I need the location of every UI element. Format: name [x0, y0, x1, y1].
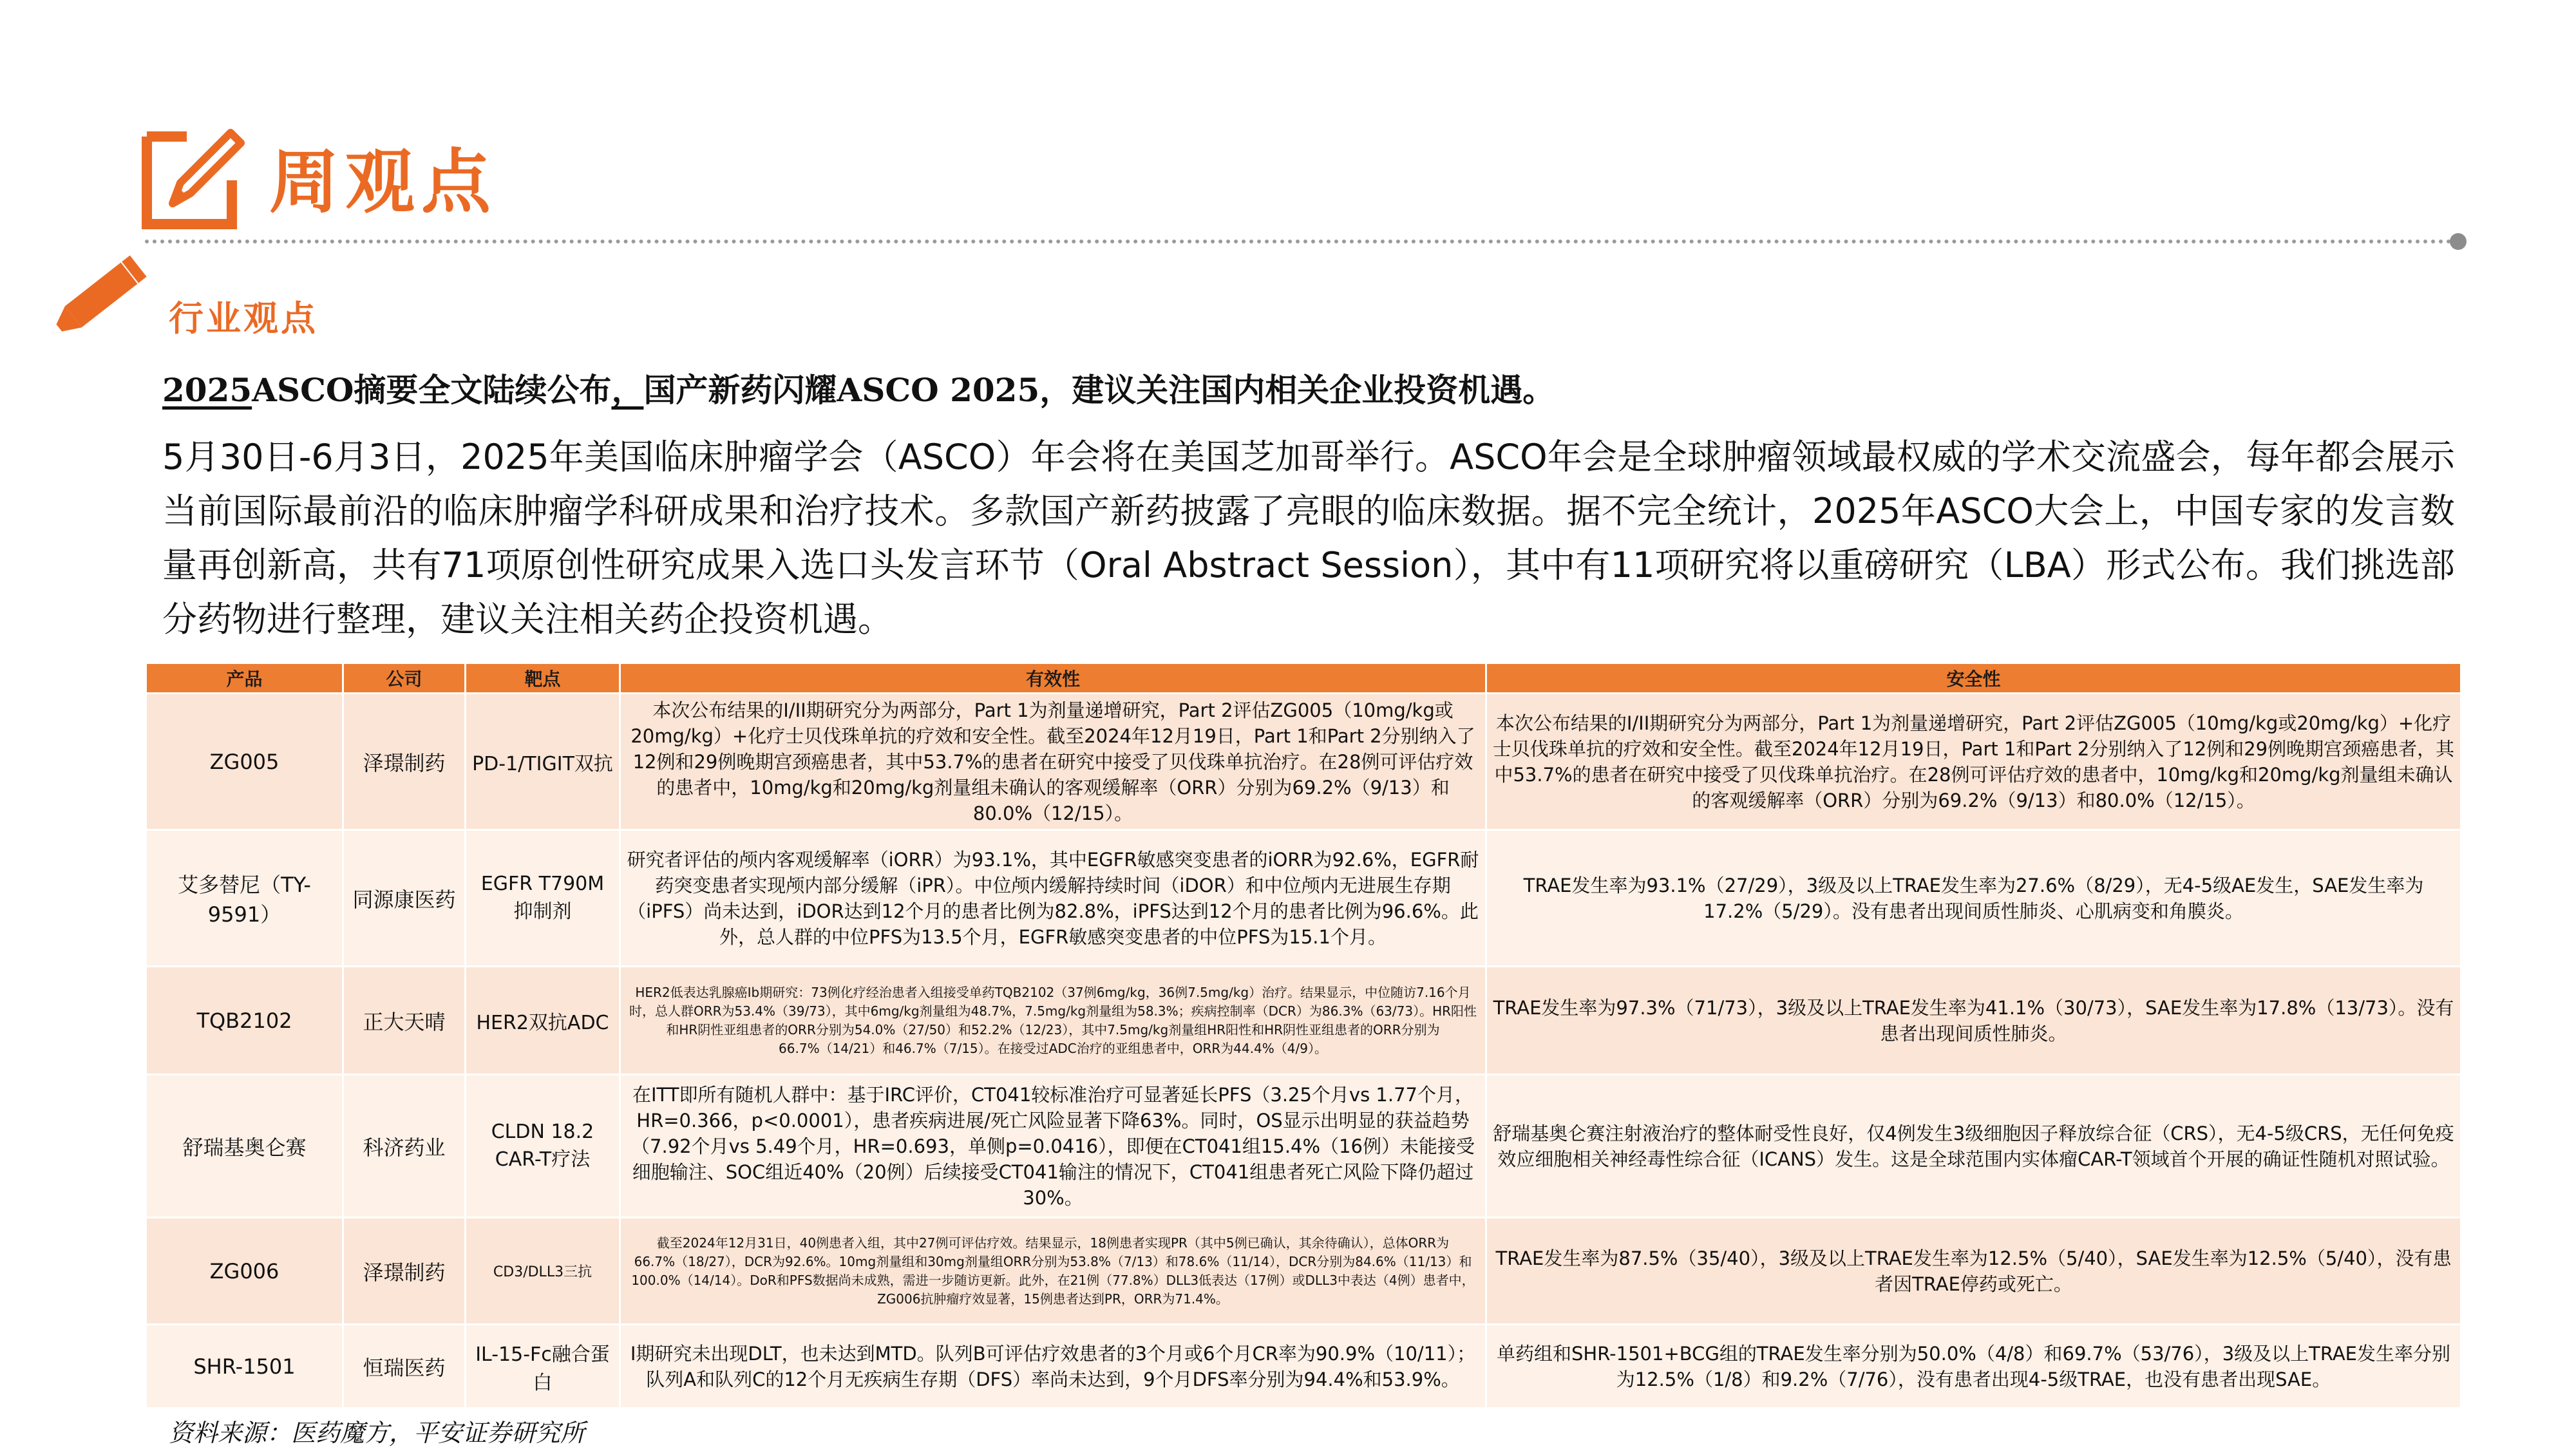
source-note: 资料来源：医药魔方，平安证券研究所 — [169, 1419, 585, 1447]
cell-target: HER2双抗ADC — [466, 967, 620, 1075]
table-row — [146, 1325, 2461, 1408]
cell-company: 泽璟制药 — [343, 694, 466, 830]
cell-product: ZG006 — [146, 1218, 343, 1325]
headline-topic: ASCO摘要全文陆续公布 — [252, 371, 612, 409]
divider-end-dot — [2450, 233, 2467, 250]
cell-efficacy: HER2低表达乳腺癌Ib期研究：73例化疗经治患者入组接受单药TQB2102（37例6mg/kg，36例7.5mg/kg）治疗。结果显示，中位随访7.16个月时，总人群ORR为53.4%（39/73），其中6mg/kg剂量组为48.7%，7.5mg/kg剂量组为58.3%；疾病控制率（DCR）为86.3%（63/73）。HR阳性和HR阴性亚组患者的ORR分别为54.0%（27/50）和52.2%（12/23），其中7.5mg/kg剂量组HR阳性和HR阴性亚组患者的ORR分别为66.7%（14/21）和46.7%（7/15）。在接受过ADC治疗的亚组患者中，ORR为44.4%（4/9）。 — [620, 967, 1486, 1075]
cell-product: ZG005 — [146, 694, 343, 830]
cell-company: 科济药业 — [343, 1075, 466, 1218]
headline-year: 2025 — [162, 371, 252, 409]
table-row — [146, 967, 2461, 1075]
pencil-icon — [39, 245, 155, 361]
header-company: 公司 — [343, 663, 466, 694]
cell-company: 正大天晴 — [343, 967, 466, 1075]
table-row — [146, 694, 2461, 830]
headline-conclusion: 国产新药闪耀ASCO 2025，建议关注国内相关企业投资机遇。 — [643, 371, 1555, 409]
page-title: 周观点 — [269, 142, 498, 223]
cell-efficacy: I期研究未出现DLT，也未达到MTD。队列B可评估疗效患者的3个月或6个月CR率为90.9%（10/11）；队列A和队列C的12个月无疾病生存期（DFS）率尚未达到，9个月DFS率分别为94.4%和53.9%。 — [620, 1325, 1486, 1408]
header-product: 产品 — [146, 663, 343, 694]
cell-product: 艾多替尼（TY-9591） — [146, 830, 343, 967]
cell-safety: 本次公布结果的I/II期研究分为两部分，Part 1为剂量递增研究，Part 2评估ZG005（10mg/kg或20mg/kg）+化疗士贝伐珠单抗的疗效和安全性。截至2024年12月19日，Part 1和Part 2分别纳入了12例和29例晚期宫颈癌患者，其中53.7%的患者在研究中接受了贝伐珠单抗治疗。在28例可评估疗效的患者中，10mg/kg和20mg/kg剂量组未确认的客观缓解率（ORR）分别为69.2%（9/13）和80.0%（12/15）。 — [1486, 694, 2461, 830]
cell-company: 泽璟制药 — [343, 1218, 466, 1325]
header-efficacy: 有效性 — [620, 663, 1486, 694]
cell-efficacy: 本次公布结果的I/II期研究分为两部分，Part 1为剂量递增研究，Part 2评估ZG005（10mg/kg或20mg/kg）+化疗士贝伐珠单抗的疗效和安全性。截至2024年12月19日，Part 1和Part 2分别纳入了12例和29例晚期宫颈癌患者，其中53.7%的患者在研究中接受了贝伐珠单抗治疗。在28例可评估疗效的患者中，10mg/kg和20mg/kg剂量组未确认的客观缓解率（ORR）分别为69.2%（9/13）和80.0%（12/15）。 — [620, 694, 1486, 830]
cell-efficacy: 在ITT即所有随机人群中：基于IRC评价，CT041较标准治疗可显著延长PFS（3.25个月vs 1.77个月，HR=0.366，p<0.0001），患者疾病进展/死亡风险显著下降63%。同时，OS显示出明显的获益趋势（7.92个月vs 5.49个月，HR=0.693，单侧p=0.0416），即便在CT041组15.4%（16例）未能接受细胞输注、SOC组近40%（20例）后续接受CT041输注的情况下，CT041组患者死亡风险下降仍超过30%。 — [620, 1075, 1486, 1218]
headline — [162, 365, 2455, 411]
cell-company: 同源康医药 — [343, 830, 466, 967]
cell-safety: TRAE发生率为97.3%（71/73），3级及以上TRAE发生率为41.1%（30/73），SAE发生率为17.8%（13/73）。没有患者出现间质性肺炎。 — [1486, 967, 2461, 1075]
cell-target: CD3/DLL3三抗 — [466, 1218, 620, 1325]
table-row — [146, 1075, 2461, 1218]
body-paragraph: 5月30日-6月3日，2025年美国临床肿瘤学会（ASCO）年会将在美国芝加哥举行。ASCO年会是全球肿瘤领域最权威的学术交流盛会，每年都会展示当前国际最前沿的临床肿瘤学科研成果和治疗技术。多款国产新药披露了亮眼的临床数据。据不完全统计，2025年ASCO大会上，中国专家的发言数量再创新高，共有71项原创性研究成果入选口头发言环节（Oral Abstract Session），其中有11项研究将以重磅研究（LBA）形式公布。我们挑选部分药物进行整理，建议关注相关药企投资机遇。 — [162, 437, 2455, 639]
cell-safety: TRAE发生率为93.1%（27/29），3级及以上TRAE发生率为27.6%（8/29），无4-5级AE发生，SAE发生率为17.2%（5/29）。没有患者出现间质性肺炎、心肌病变和角膜炎。 — [1486, 830, 2461, 967]
cell-company: 恒瑞医药 — [343, 1325, 466, 1408]
section-title: 行业观点 — [169, 298, 318, 339]
cell-safety: 舒瑞基奥仑赛注射液治疗的整体耐受性良好，仅4例发生3级细胞因子释放综合征（CRS），无4-5级CRS，无任何免疫效应细胞相关神经毒性综合征（ICANS）发生。这是全球范围内实体瘤CAR-T领域首个开展的确证性随机对照试验。 — [1486, 1075, 2461, 1218]
drug-table — [145, 662, 2462, 1409]
header-target: 靶点 — [466, 663, 620, 694]
cell-product: TQB2102 — [146, 967, 343, 1075]
cell-target: EGFR T790M抑制剂 — [466, 830, 620, 967]
cell-target: IL-15-Fc融合蛋白 — [466, 1325, 620, 1408]
cell-safety: 单药组和SHR-1501+BCG组的TRAE发生率分别为50.0%（4/8）和69.7%（53/76），3级及以上TRAE发生率分别为12.5%（1/8）和9.2%（7/76），没有患者出现4-5级TRAE，也没有患者出现SAE。 — [1486, 1325, 2461, 1408]
table-row — [146, 830, 2461, 967]
cell-product: SHR-1501 — [146, 1325, 343, 1408]
table-row — [146, 1218, 2461, 1325]
cell-target: CLDN 18.2 CAR-T疗法 — [466, 1075, 620, 1218]
cell-efficacy: 研究者评估的颅内客观缓解率（iORR）为93.1%，其中EGFR敏感突变患者的iORR为92.6%，EGFR耐药突变患者实现颅内部分缓解（iPR）。中位颅内缓解持续时间（iDOR）和中位颅内无进展生存期（iPFS）尚未达到，iDOR达到12个月的患者比例为82.8%，iPFS达到12个月的患者比例为96.6%。此外，总人群的中位PFS为13.5个月，EGFR敏感突变患者的中位PFS为15.1个月。 — [620, 830, 1486, 967]
cell-target: PD-1/TIGIT双抗 — [466, 694, 620, 830]
edit-square-icon — [142, 121, 245, 231]
cell-safety: TRAE发生率为87.5%（35/40），3级及以上TRAE发生率为12.5%（5/40），SAE发生率为12.5%（5/40），没有患者因TRAE停药或死亡。 — [1486, 1218, 2461, 1325]
table-header-row — [146, 663, 2461, 694]
header-safety: 安全性 — [1486, 663, 2461, 694]
dotted-divider — [145, 240, 2460, 243]
cell-product: 舒瑞基奥仑赛 — [146, 1075, 343, 1218]
headline-comma: ， — [611, 371, 644, 409]
cell-efficacy: 截至2024年12月31日，40例患者入组，其中27例可评估疗效。结果显示，18例患者实现PR（其中5例已确认，其余待确认），总体ORR为66.7%（18/27），DCR为92.6%。10mg剂量组和30mg剂量组ORR分别为53.8%（7/13）和78.6%（11/14），DCR分别为84.6%（11/13）和100.0%（14/14）。DoR和PFS数据尚未成熟，需进一步随访更新。此外，在21例（77.8%）DLL3低表达（17例）或DLL3中表达（4例）患者中，ZG006抗肿瘤疗效显著，15例患者达到PR，ORR为71.4%。 — [620, 1218, 1486, 1325]
